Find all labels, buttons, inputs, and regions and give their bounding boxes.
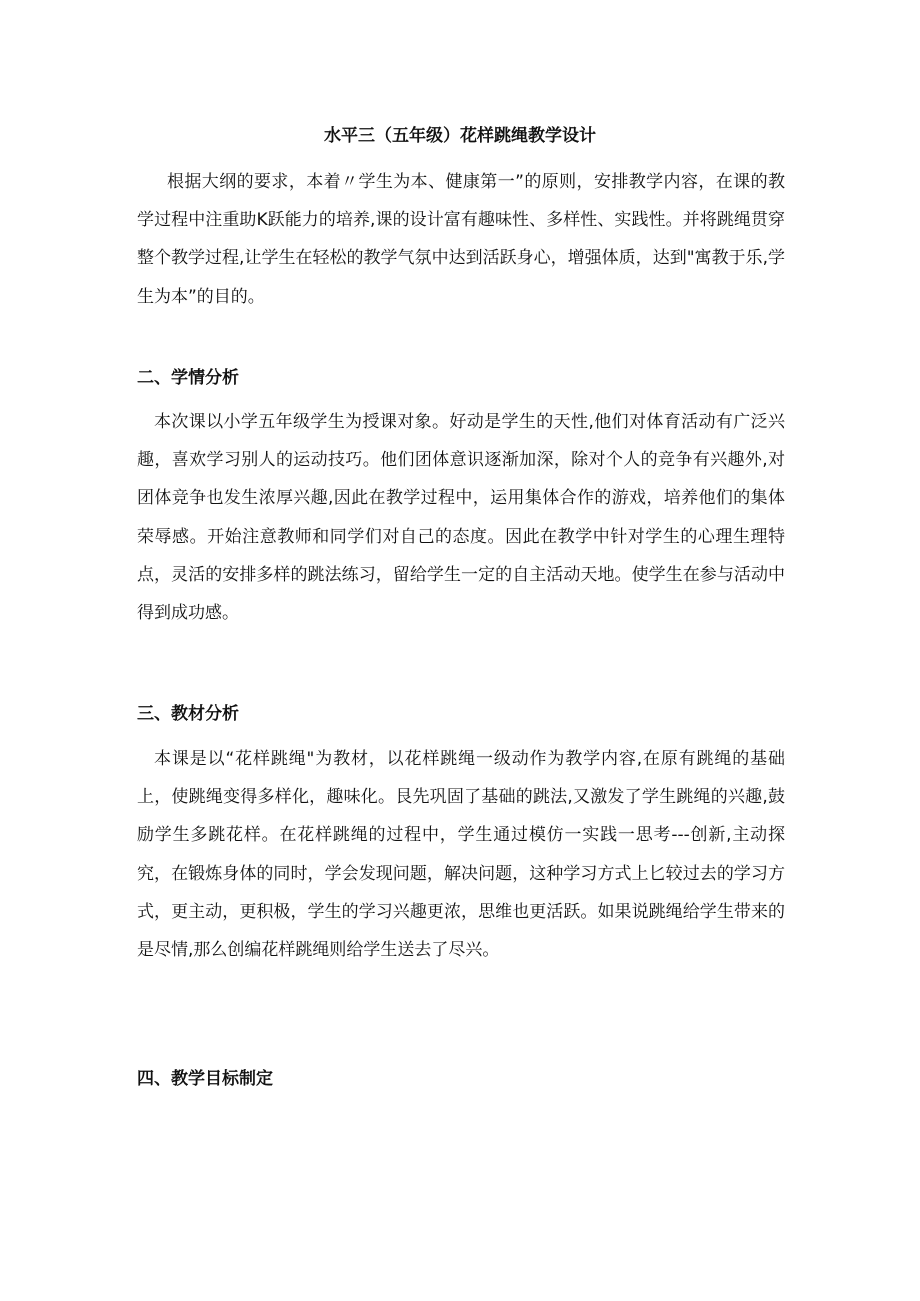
intro-paragraph: 根据大纲的要求，本着〃学生为本、健康第一”的原则，安排教学内容，在课的教学过程中注重助K跃能力的培养,课的设计富有趣味性、多样性、实践性。并将跳绳贯穿整个教学过程,让学生在轻松的教学气氛中达到活跃身心，增强体质，达到"寓教于乐,学生为本”的目的。: [137, 172, 785, 307]
material-analysis-paragraph: 本课是以“花样跳绳"为教材，以花样跳绳一级动作为教学内容,在原有跳绳的基础上，使跳绳变得多样化，趣味化。艮先巩固了基础的跳法,又激发了学生跳绳的兴趣,鼓励学生多跳花样。在花样跳绳的过程中，学生通过模仿一实践一思考---创新,主动探究，在锻炼身体的同时，学会发现问题，解决问题，这种学习方式上匕较过去的学习方式，更主动，更积极，学生的学习兴趣更浓，思维也更活跃。如果说跳绳给学生带来的是尽情,那么创编花样跳绳则给学生送去了尽兴。: [137, 749, 785, 961]
section-heading-material-analysis: 三、教材分析: [137, 704, 239, 724]
learner-analysis-paragraph: 本次课以小学五年级学生为授课对象。好动是学生的天性,他们对体育活动有广泛兴趣，喜欢学习别人的运动技巧。他们团体意识逐渐加深，除对个人的竞争有兴趣外,对团体竞争也发生浓厚兴趣,因此在教学过程中，运用集体合作的游戏，培养他们的集体荣辱感。开始注意教师和同学们对自己的态度。因此在教学中针对学生的心理生理特点，灵活的安排多样的跳法练习，留给学生一定的自主活动天地。使学生在参与活动中得到成功感。: [137, 412, 785, 624]
document-title: 水平三（五年级）花样跳绳教学设计: [324, 126, 596, 146]
section-heading-learner-analysis: 二、学情分析: [137, 368, 239, 388]
section-heading-teaching-objectives: 四、教学目标制定: [137, 1069, 273, 1089]
